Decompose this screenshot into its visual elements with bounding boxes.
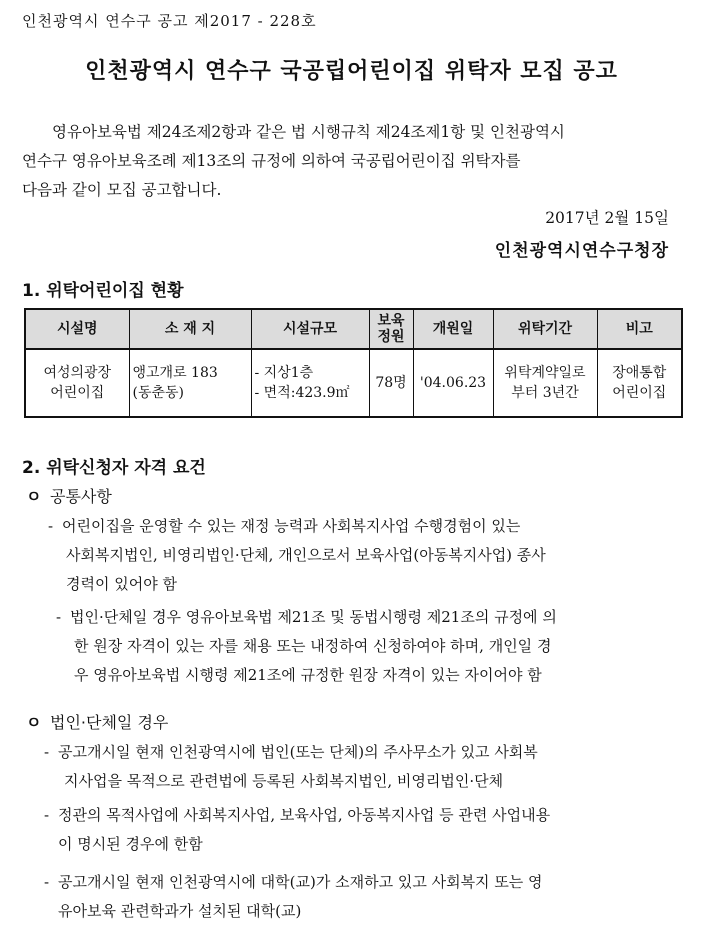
cell-line: - 면적:423.9㎡ (254, 385, 350, 401)
header-name: 시설명 (25, 309, 129, 349)
table-header-row (25, 309, 682, 349)
list-item (48, 512, 546, 599)
item-line: 한 원장 자격이 있는 자를 채용 또는 내정하여 신청하여야 하며, 개인일 경 (74, 637, 552, 655)
header-capacity (369, 309, 413, 349)
section-2-title: 2. 위탁신청자 자격 요건 (22, 458, 206, 478)
dash-icon: - (48, 517, 54, 535)
common-requirements-heading (26, 484, 112, 507)
section-1-title: 1. 위탁어린이집 현황 (22, 281, 184, 301)
cell-name (25, 349, 129, 417)
cell-line: 장애통합 (612, 365, 667, 381)
cell-line: - 지상1층 (254, 365, 314, 381)
list-item (44, 738, 538, 796)
bullet-icon: ㅇ (26, 487, 42, 506)
subheading-text: 법인·단체일 경우 (50, 713, 169, 732)
header-period: 위탁기간 (493, 309, 597, 349)
cell-address (129, 349, 251, 417)
item-line: 우 영유아보육법 시행령 제21조에 규정한 원장 자격이 있는 자이어야 함 (74, 666, 542, 684)
item-line (44, 738, 538, 767)
table-row (25, 349, 682, 417)
issuer-name: 인천광역시연수구청장 (494, 241, 669, 261)
cell-opened: '04.06.23 (413, 349, 493, 417)
cell-note (597, 349, 682, 417)
item-line: 사회복지법인, 비영리법인·단체, 개인으로서 보육사업(아동복지사업) 종사 (66, 546, 546, 564)
daycare-status-table (24, 308, 683, 418)
dash-icon: - (44, 873, 50, 891)
cell-line: 여성의광장 (43, 365, 112, 381)
cell-line: 어린이집 (612, 385, 667, 401)
cell-line: 어린이집 (50, 385, 105, 401)
header-capacity-line: 정원 (377, 329, 405, 345)
intro-line: 영유아보육법 제24조제2항과 같은 법 시행규칙 제24조제1항 및 인천광역시 (52, 123, 565, 141)
corporation-requirements-heading (26, 710, 168, 733)
intro-line: 다음과 같이 모집 공고합니다. (22, 181, 222, 199)
item-line: 이 명시된 경우에 한함 (58, 835, 203, 853)
item-text: 법인·단체일 경우 영유아보육법 제21조 및 동법시행령 제21조의 규정에 의 (70, 608, 557, 626)
header-capacity-line: 보육 (377, 313, 405, 329)
header-address: 소 재 지 (129, 309, 251, 349)
item-line (48, 512, 546, 541)
cell-scale (251, 349, 369, 417)
cell-line: 앵고개로 183 (132, 365, 218, 381)
cell-line: 위탁계약일로 (504, 365, 586, 381)
notice-number: 인천광역시 연수구 공고 제2017 - 228호 (22, 12, 317, 30)
cell-line: 부터 3년간 (511, 385, 579, 401)
item-line (44, 801, 550, 830)
list-item (44, 801, 550, 859)
list-item (56, 603, 557, 690)
item-text: 정관의 목적사업에 사회복지사업, 보육사업, 아동복지사업 등 관련 사업내용 (58, 806, 551, 824)
item-text: 어린이집을 운영할 수 있는 재정 능력과 사회복지사업 수행경험이 있는 (62, 517, 521, 535)
list-item (44, 868, 543, 926)
item-line: 경력이 있어야 함 (66, 575, 177, 593)
header-scale: 시설규모 (251, 309, 369, 349)
dash-icon: - (44, 806, 50, 824)
item-line (44, 868, 543, 897)
intro-paragraph (22, 118, 690, 205)
cell-line: (동춘동) (132, 385, 184, 401)
subheading-text: 공통사항 (50, 487, 112, 506)
dash-icon: - (56, 608, 62, 626)
item-text: 공고개시일 현재 인천광역시에 법인(또는 단체)의 주사무소가 있고 사회복 (58, 743, 538, 761)
item-text: 공고개시일 현재 인천광역시에 대학(교)가 소재하고 있고 사회복지 또는 영 (58, 873, 543, 891)
header-note: 비고 (597, 309, 682, 349)
item-line (56, 603, 557, 632)
dash-icon: - (44, 743, 50, 761)
intro-line: 연수구 영유아보육조례 제13조의 규정에 의하여 국공립어린이집 위탁자를 (22, 152, 521, 170)
notice-date: 2017년 2월 15일 (545, 209, 669, 227)
cell-period (493, 349, 597, 417)
item-line: 유아보육 관련학과가 설치된 대학(교) (58, 902, 302, 920)
item-line: 지사업을 목적으로 관련법에 등록된 사회복지법인, 비영리법인·단체 (64, 772, 504, 790)
cell-capacity: 78명 (369, 349, 413, 417)
page-title: 인천광역시 연수구 국공립어린이집 위탁자 모집 공고 (85, 59, 618, 84)
header-opened: 개원일 (413, 309, 493, 349)
bullet-icon: ㅇ (26, 713, 42, 732)
